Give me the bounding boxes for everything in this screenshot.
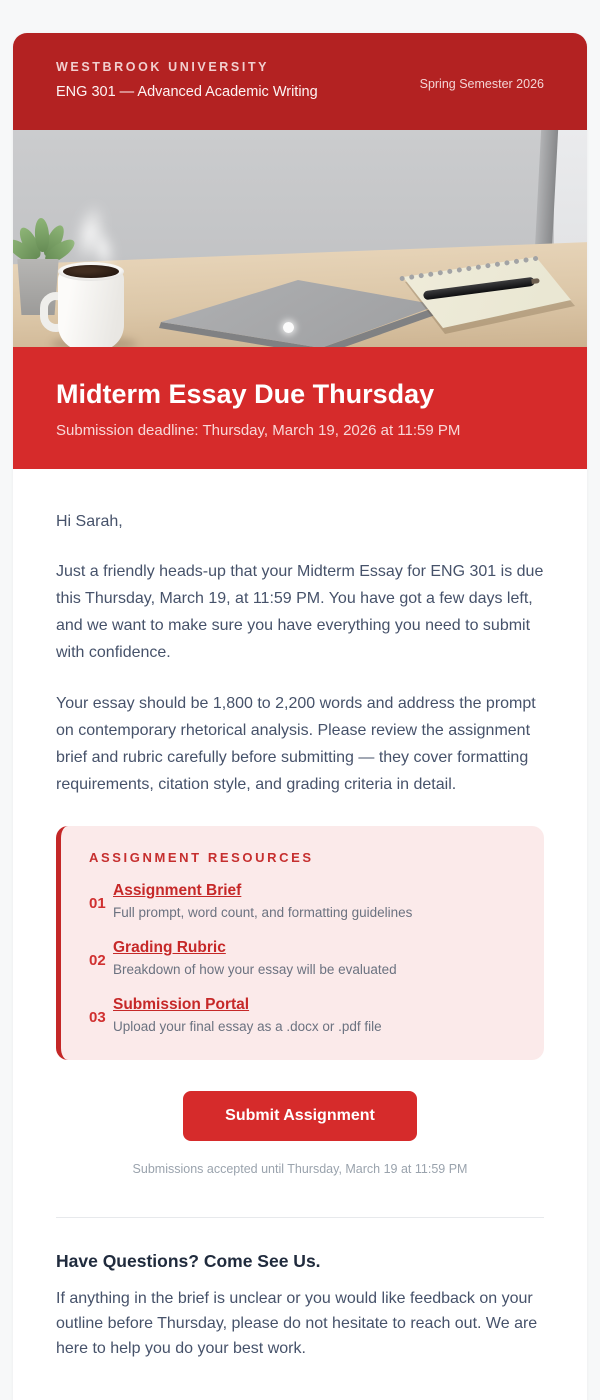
email-title: Midterm Essay Due Thursday <box>56 379 435 409</box>
resource-description: Breakdown of how your essay will be evaluated <box>113 962 397 977</box>
questions-paragraph: If anything in the brief is unclear or you would like feedback on your outline before Thursday, please do not hesitate to reach out. We are here to help you do your best work. <box>56 1290 538 1357</box>
resource-content <box>113 996 382 1036</box>
title-banner <box>13 347 587 469</box>
section-divider <box>56 1217 544 1218</box>
resource-description: Upload your final essay as a .docx or .pdf file <box>113 1019 382 1034</box>
resources-title: ASSIGNMENT RESOURCES <box>89 850 314 865</box>
hero-image <box>13 130 587 347</box>
course-title: ENG 301 — Advanced Academic Writing <box>56 84 318 100</box>
assignment-resources-box <box>56 826 544 1060</box>
resource-number: 01 <box>89 895 106 912</box>
assignment-brief-link[interactable]: Assignment Brief <box>113 882 242 899</box>
email-card <box>13 33 587 1400</box>
university-name: WESTBROOK UNIVERSITY <box>56 60 270 74</box>
resource-content <box>113 939 397 979</box>
submit-assignment-button[interactable]: Submit Assignment <box>183 1091 417 1141</box>
submission-caption: Submissions accepted until Thursday, March 19 at 11:59 PM <box>132 1162 468 1176</box>
submission-portal-link[interactable]: Submission Portal <box>113 996 250 1013</box>
hero-laptop-logo <box>283 322 294 333</box>
body-paragraph-1: Just a friendly heads-up that your Midterm Essay for ENG 301 is due this Thursday, March 19, at 11:59 PM. You have got a few days left, and we want to make sure you have everything you need to submit with confidence. <box>56 563 544 661</box>
resource-content <box>113 882 412 922</box>
grading-rubric-link[interactable]: Grading Rubric <box>113 939 226 956</box>
email-header <box>13 33 587 130</box>
deadline-subtitle: Submission deadline: Thursday, March 19, 2026 at 11:59 PM <box>56 422 461 439</box>
resource-number: 02 <box>89 952 106 969</box>
hero-coffee <box>63 265 119 278</box>
semester-label: Spring Semester 2026 <box>419 77 544 91</box>
resource-item-assignment-brief <box>89 882 520 922</box>
questions-heading: Have Questions? Come See Us. <box>56 1251 321 1271</box>
cta-container <box>56 1091 544 1141</box>
body-paragraph-2: Your essay should be 1,800 to 2,200 words and address the prompt on contemporary rhetorical analysis. Please review the assignment brief and rubric carefully before submitting — they cover formatting requirements, citation style, and grading criteria in detail. <box>56 695 536 793</box>
resource-description: Full prompt, word count, and formatting guidelines <box>113 905 413 920</box>
resource-item-grading-rubric <box>89 939 520 979</box>
email-body <box>13 469 587 1361</box>
resource-number: 03 <box>89 1009 106 1026</box>
greeting-text: Hi Sarah, <box>56 513 123 530</box>
resource-item-submission-portal <box>89 996 520 1036</box>
